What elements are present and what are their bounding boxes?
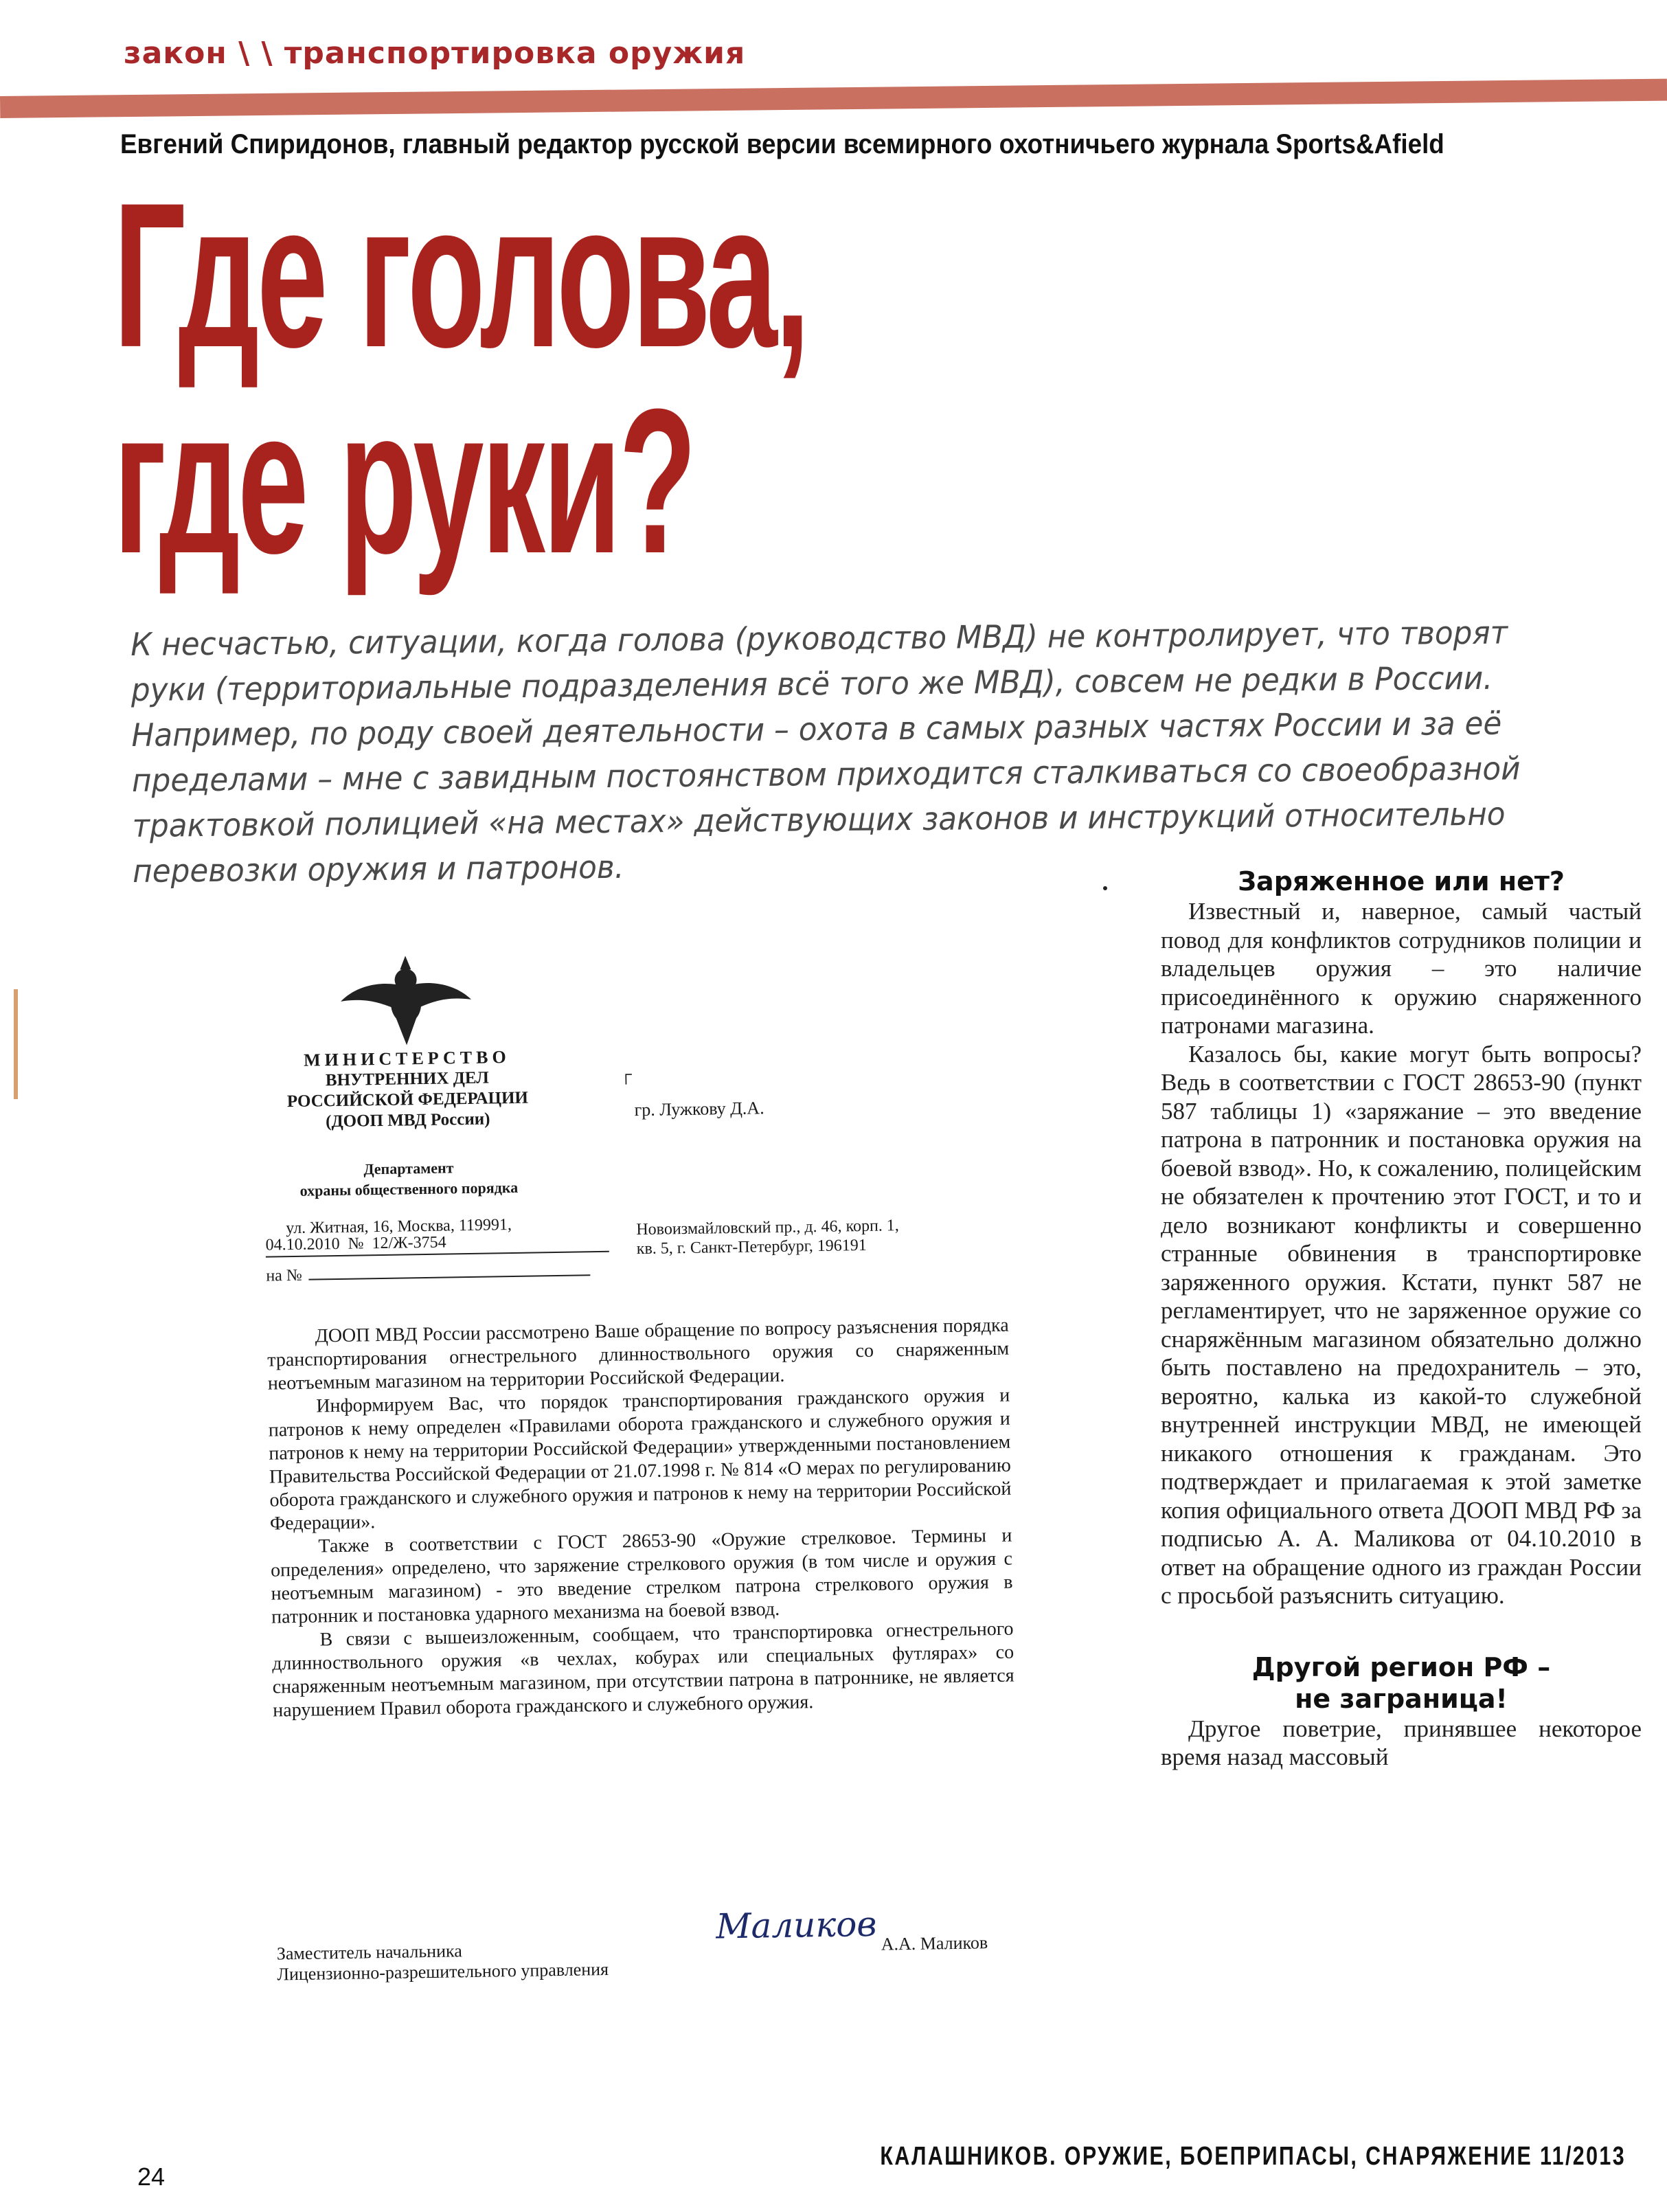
scan-artifact — [14, 989, 18, 1099]
letter-paragraph: В связи с вышеизложенным, сообщаем, что транспортировка огнестрельного длинноствольного оружия «в чехлах, кобурах или специальных футлярах» со снаряженным неотъемным магазином, при отсутствии патрона в патроннике, не является нарушением Правил оборота гражданского и служебного оружия. — [271, 1618, 1014, 1722]
subheading-loaded: Заряженное или нет? — [1238, 866, 1565, 896]
lede-line: К несчастью, ситуации, когда голова (руководство МВД) не контролирует, что творят — [131, 613, 1508, 663]
corner-mark: ┌ — [620, 1065, 633, 1084]
address-line: кв. 5, г. Санкт-Петербург, 196191 — [636, 1236, 867, 1259]
recipient: гр. Лужкову Д.А. — [634, 1098, 764, 1120]
ref-blank — [309, 1274, 591, 1280]
page-number: 24 — [137, 2163, 166, 2191]
section-label: закон \ \ транспортировка оружия — [124, 36, 746, 71]
lede — [131, 609, 1575, 894]
magazine-footer: КАЛАШНИКОВ. ОРУЖИЕ, БОЕПРИПАСЫ, СНАРЯЖЕНИЕ 11/2013 — [880, 2142, 1626, 2171]
lede-line: Например, по роду своей деятельности – охота в самых разных частях России и за её — [131, 704, 1502, 754]
subheading-line: Другой регион РФ – — [1251, 1651, 1551, 1682]
article-paragraph: Казалось бы, какие могут быть вопросы? Ведь в соответствии с ГОСТ 28653-90 (пункт 587 таблицы 1) «заряжание – это введение патрона в патронник и постановка оружия на боевой взвод». Но, к сожалению, полицейским не обязателен к прочтению этот ГОСТ, и то и дело возникают конфликты и совершенно странные обвинения в транспортировке заряженного оружия. Кстати, пункт 587 не регламентирует, что не заряженное оружие со снаряжённым магазином обязательно должно быть поставлено на предохранитель – это, вероятно, калька из какой-то служебной внутренней инструкции МВД, не имеющей никакого отношения к гражданам. Это подтверждает и прилагаемая к этой заметке копия официального ответа ДООП МВД РФ за подписью А. А. Маликова от 04.10.2010 в ответ на обращение одного из граждан России с просьбой разъяснить ситуацию. — [1161, 1040, 1642, 1609]
department-name — [264, 1156, 554, 1202]
article-paragraph: Известный и, наверное, самый частый повод для конфликтов сотрудников полиции и владельцев оружия – это наличие присоединённого к оружию снаряженного патронами магазина. — [1161, 898, 1642, 1039]
org-line: МИНИСТЕРСТВО — [303, 1047, 510, 1070]
ministry-name — [262, 1046, 552, 1133]
header-band — [0, 79, 1667, 118]
signer-name: А.А. Маликов — [881, 1932, 988, 1954]
scan-dot — [1103, 886, 1107, 890]
article-paragraph: Другое поветрие, принявшее некоторое время назад массовый — [1161, 1715, 1642, 1770]
letter-body — [267, 1314, 1014, 1723]
address-line: Новоизмайловский пр., д. 46, корп. 1, — [636, 1217, 900, 1239]
org-line: ВНУТРЕННИХ ДЕЛ — [325, 1068, 490, 1090]
signer-title: Лицензионно-разрешительного управления — [277, 1959, 609, 1985]
official-letter — [247, 943, 1037, 1985]
org-line: РОССИЙСКОЙ ФЕДЕРАЦИИ — [286, 1088, 529, 1111]
byline: Евгений Спиридонов, главный редактор русской версии всемирного охотничьего журнала Sports&Afield — [120, 129, 1444, 159]
letter-paragraph: ДООП МВД России рассмотрено Ваше обращение по вопросу разъяснения порядка транспортирования огнестрельного длинноствольного оружия со снаряженным неотъемным магазином на территории Российской Федерации. — [267, 1314, 1010, 1395]
letter-paragraph: Информируем Вас, что порядок транспортирования гражданского оружия и патронов к нему определен «Правилами оборота гражданского и служебного оружия и патронов к нему на территории Российской Федерации» утвержденными постановлением Правительства Российской Федерации от 21.07.1998 г. № 814 «О мерах по регулированию оборота гражданского и служебного оружия и патронов к нему на территории Российской Федерации». — [268, 1384, 1012, 1535]
dept-line: Департамент — [363, 1159, 454, 1178]
lede-line: пределами – мне с завидным постоянством приходится сталкиваться со своеобразной — [131, 749, 1521, 799]
subheading-region — [1161, 1651, 1642, 1715]
title-line-2: где руки? — [113, 365, 694, 596]
handwritten-signature: Маликов — [715, 1904, 877, 1947]
recipient-address — [636, 1216, 899, 1259]
dept-line: охраны общественного порядка — [299, 1178, 519, 1199]
signature-block — [276, 1904, 1033, 1985]
page-title — [113, 159, 808, 596]
mvd-eagle-emblem-icon — [337, 951, 475, 1050]
letter-date: 04.10.2010 — [265, 1234, 340, 1254]
ref-label: на № — [266, 1266, 302, 1285]
lede-line: руки (территориальные подразделения всё того же МВД), совсем не редки в России. — [131, 659, 1493, 708]
letter-date-number — [265, 1231, 609, 1258]
lede-line: трактовкой полицией «на местах» действующих законов и инструкций относительно — [132, 795, 1506, 844]
lede-line: перевозки оружия и патронов. — [132, 848, 624, 890]
reference-number — [266, 1262, 609, 1286]
letter-number: 12/Ж-3754 — [372, 1233, 446, 1253]
article-column — [1161, 866, 1642, 1772]
signer-title: Заместитель начальника — [276, 1941, 462, 1964]
org-line: (ДООП МВД России) — [325, 1109, 490, 1131]
sender-address: ул. Житная, 16, Москва, 119991, — [286, 1216, 512, 1238]
number-label: № — [348, 1234, 364, 1253]
letter-paragraph: Также в соответствии с ГОСТ 28653-90 «Оружие стрелковое. Термины и определения» определено, что заряжение стрелкового оружия (в том числе и оружия с неотъемным магазином) - это введение стрелком патрона стрелкового оружия в патронник и постановка ударного механизма на боевой взвод. — [270, 1524, 1013, 1628]
subheading-line: не заграница! — [1295, 1683, 1508, 1714]
title-line-1: Где голова, — [113, 159, 808, 390]
